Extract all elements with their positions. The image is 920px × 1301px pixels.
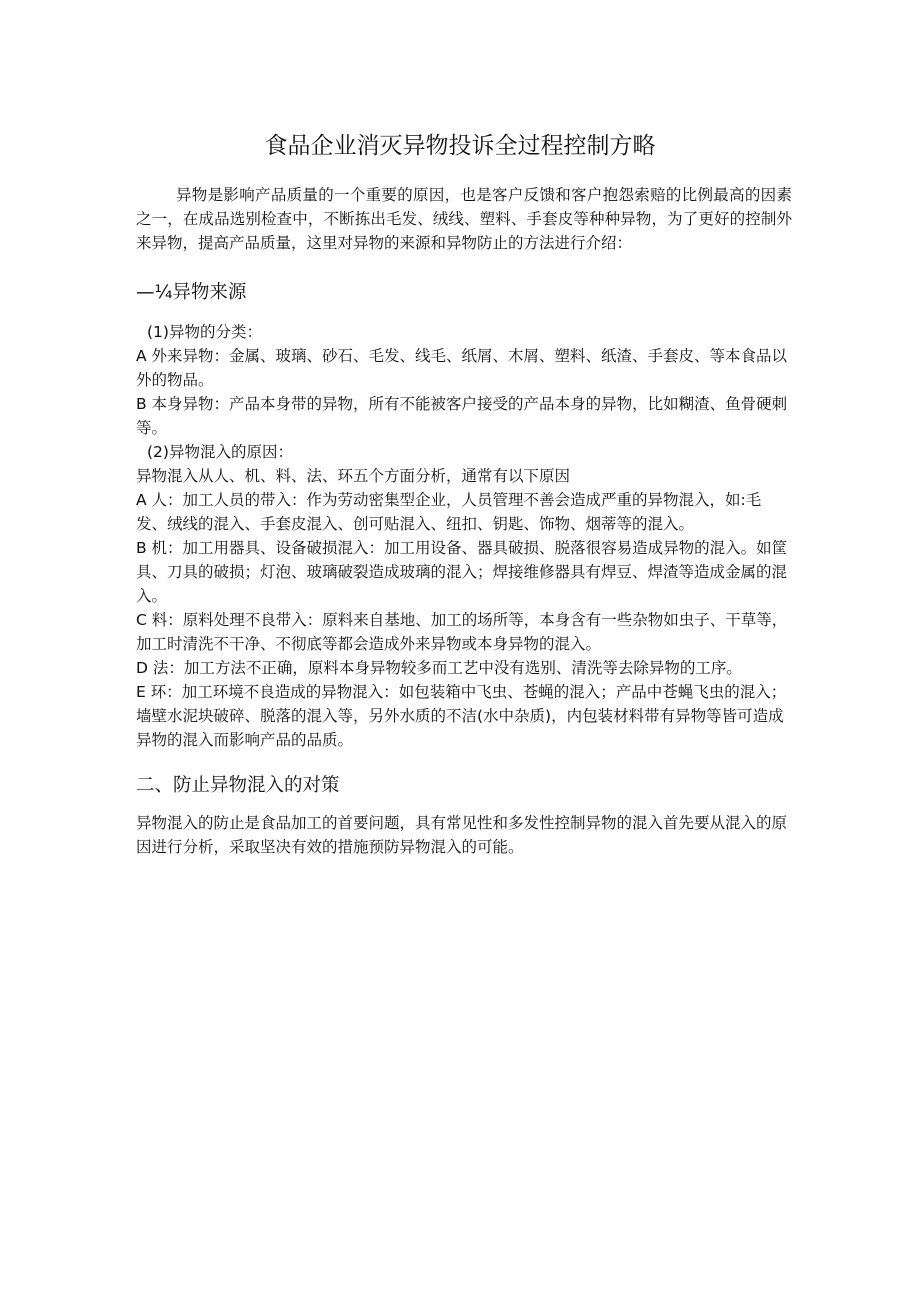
paragraph-external-foreign-matter: A 外来异物：金属、玻璃、砂石、毛发、线毛、纸屑、木屑、塑料、纸渣、手套皮、等本食品以外的物品。 [136, 347, 788, 389]
paragraph-intrinsic-foreign-matter: B 本身异物：产品本身带的异物，所有不能被客户接受的产品本身的异物，比如糊渣、鱼骨硬刺等。 [136, 395, 788, 437]
paragraph-causes-intro: 异物混入从人、机、料、法、环五个方面分析，通常有以下原因 [136, 467, 571, 485]
subheading-causes: (2)异物混入的原因： [147, 443, 293, 461]
paragraph-cause-people: A 人：加工人员的带入：作为劳动密集型企业，人员管理不善会造成严重的异物混入，如:毛发、绒线的混入、手套皮混入、创可贴混入、纽扣、钥匙、饰物、烟蒂等的混入。 [136, 491, 762, 533]
section-heading-countermeasures: 二、防止异物混入的对策 [136, 775, 340, 796]
subheading-classification: (1)异物的分类： [147, 323, 262, 341]
document-title: 食品企业消灭异物投诉全过程控制方略 [264, 133, 656, 159]
paragraph-cause-material: C 料：原料处理不良带入：原料来自基地、加工的场所等，本身含有一些杂物如虫子、干草等，加工时清洗不干净、不彻底等都会造成外来异物或本身异物的混入。 [136, 611, 788, 653]
paragraph-cause-machine: B 机：加工用器具、设备破损混入：加工用设备、器具破损、脱落很容易造成异物的混入。如筐具、刀具的破损；灯泡、玻璃破裂造成玻璃的混入；焊接维修器具有焊豆、焊渣等造成金属的混入。 [136, 539, 788, 605]
section-heading-sources: —¼异物来源 [136, 282, 247, 303]
paragraph-cause-environment: E 环：加工环境不良造成的异物混入：如包装箱中飞虫、苍蝇的混入；产品中苍蝇飞虫的混入；墙壁水泥块破碎、脱落的混入等，另外水质的不洁(水中杂质)，内包装材料带有异物等皆可造成异物的混入而影响产品的品质。 [136, 683, 787, 749]
document-body [136, 183, 792, 859]
section-countermeasures-body [136, 811, 792, 859]
paragraph-cause-method: D 法：加工方法不正确，原料本身异物较多而工艺中没有选别、清洗等去除异物的工序。 [136, 659, 742, 677]
intro-paragraph: 异物是影响产品质量的一个重要的原因，也是客户反馈和客户抱怨索赔的比例最高的因素之一，在成品选别检查中，不断拣出毛发、绒线、塑料、手套皮等种种异物，为了更好的控制外来异物，提高产品质量，这里对异物的来源和异物防止的方法进行介绍： [136, 186, 792, 252]
paragraph-countermeasures: 异物混入的防止是食品加工的首要问题，具有常见性和多发性控制异物的混入首先要从混入的原因进行分析，采取坚决有效的措施预防异物混入的可能。 [136, 814, 788, 856]
section-sources-body [136, 320, 792, 752]
